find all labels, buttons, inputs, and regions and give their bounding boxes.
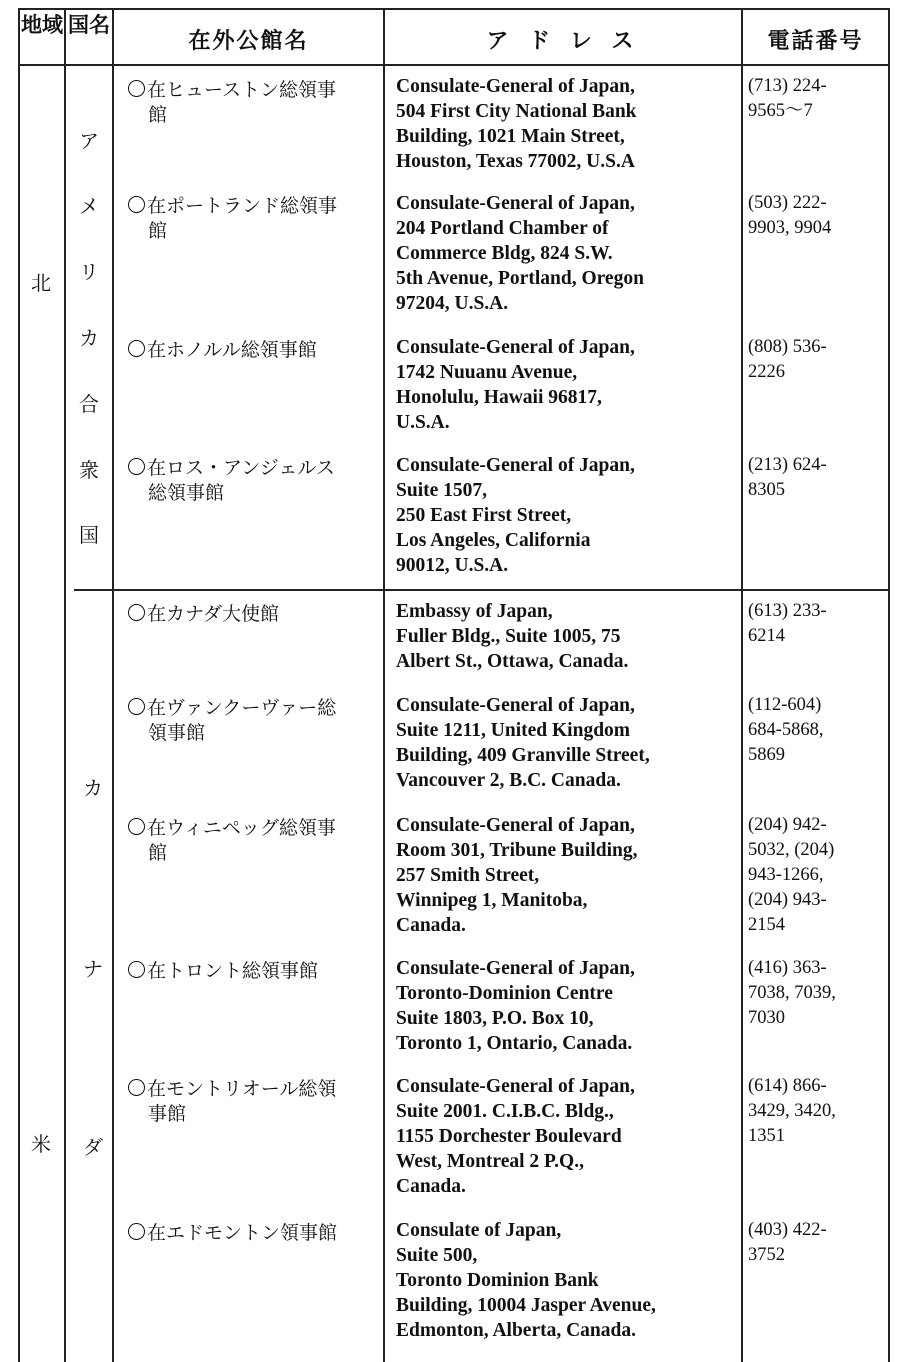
- mission-name-line2: 事館: [148, 1103, 187, 1125]
- mission-name-line2: 領事館: [148, 722, 206, 744]
- mission-name-line1: 在ウィニペッグ総領事: [147, 817, 336, 839]
- country-usa-char: 国: [79, 523, 99, 547]
- country-usa-char: 合: [79, 392, 99, 416]
- mission-address: Consulate of Japan, Suite 500, Toronto Dominion Bank Building, 10004 Jasper Avenue, Edmonton, Alberta, Canada.: [396, 1220, 656, 1341]
- header-bottom-border: [18, 64, 890, 66]
- name-address-divider: [383, 8, 385, 1362]
- mission-name: [128, 338, 378, 363]
- circle-marker-icon: [128, 961, 145, 978]
- mission-address: Consulate-General of Japan, Toronto-Dominion Centre Suite 1803, P.O. Box 10, Toronto 1, Ontario, Canada.: [396, 958, 635, 1054]
- country-column-divider: [112, 8, 114, 1362]
- mission-phone: (613) 233- 6214: [748, 601, 827, 646]
- country-canada-char: ナ: [83, 957, 103, 981]
- mission-phone: (416) 363- 7038, 7039, 7030: [748, 958, 836, 1028]
- country-canada-char: カ: [83, 776, 103, 800]
- mission-address: Consulate-General of Japan, Suite 1507, 250 East First Street, Los Angeles, California 90012, U.S.A.: [396, 455, 635, 576]
- mission-name: [128, 1221, 378, 1246]
- mission-name-line2: 館: [148, 842, 168, 864]
- mission-name-line1: 在トロント総領事館: [147, 960, 319, 982]
- mission-address: Consulate-General of Japan, 504 First City National Bank Building, 1021 Main Street, Houston, Texas 77002, U.S.A: [396, 76, 637, 172]
- header-country: 国名: [68, 13, 110, 37]
- country-usa-char: カ: [79, 326, 99, 350]
- usa-canada-divider: [74, 589, 890, 591]
- mission-name: [128, 696, 378, 746]
- mission-name-line1: 在ポートランド総領事: [147, 195, 338, 217]
- table-top-border: [18, 8, 890, 10]
- mission-name: [128, 78, 378, 128]
- mission-phone: (808) 536- 2226: [748, 337, 827, 382]
- mission-name: [128, 456, 378, 506]
- mission-phone: (403) 422- 3752: [748, 1220, 827, 1265]
- mission-name-line1: 在カナダ大使館: [147, 603, 280, 625]
- mission-name-line1: 在ロス・アンジェルス: [147, 457, 335, 479]
- table-left-border: [18, 8, 20, 1362]
- mission-phone: (213) 624- 8305: [748, 455, 827, 500]
- mission-phone: (112-604) 684-5868, 5869: [748, 695, 824, 765]
- circle-marker-icon: [128, 340, 145, 357]
- mission-address: Consulate-General of Japan, 204 Portland Chamber of Commerce Bldg, 824 S.W. 5th Avenue, Portland, Oregon 97204, U.S.A.: [396, 193, 644, 314]
- mission-name-line1: 在エドモントン領事館: [147, 1222, 338, 1244]
- country-usa-char: リ: [79, 260, 99, 284]
- mission-name-line2: 館: [148, 220, 168, 242]
- address-phone-divider: [741, 8, 743, 1362]
- table-right-border: [888, 8, 890, 1362]
- mission-phone: (614) 866- 3429, 3420, 1351: [748, 1076, 836, 1146]
- country-usa-char: ア: [79, 129, 99, 153]
- country-canada-char: ダ: [83, 1135, 103, 1159]
- mission-phone: (503) 222- 9903, 9904: [748, 193, 832, 238]
- header-address: ア ド レ ス: [486, 29, 640, 54]
- mission-name-line2: 総領事館: [148, 482, 225, 504]
- mission-address: Consulate-General of Japan, Room 301, Tribune Building, 257 Smith Street, Winnipeg 1, Manitoba, Canada.: [396, 815, 638, 936]
- header-phone: 電話番号: [767, 29, 864, 54]
- mission-name-line1: 在ヴァンクーヴァー総: [147, 697, 337, 719]
- header-mission-name: 在外公館名: [188, 29, 309, 54]
- country-usa-char: 衆: [79, 458, 99, 482]
- region-label-top: 北: [31, 271, 51, 295]
- circle-marker-icon: [128, 458, 145, 475]
- mission-name-line1: 在ヒューストン総領事: [147, 79, 337, 101]
- mission-name: [128, 959, 378, 984]
- mission-phone: (713) 224- 9565〜7: [748, 76, 827, 121]
- circle-marker-icon: [128, 604, 145, 621]
- mission-phone: (204) 942- 5032, (204) 943-1266, (204) 943- 2154: [748, 815, 835, 935]
- mission-name: [128, 602, 378, 627]
- mission-name-line1: 在ホノルル総領事館: [147, 339, 317, 361]
- circle-marker-icon: [128, 1223, 145, 1240]
- circle-marker-icon: [128, 698, 145, 715]
- circle-marker-icon: [128, 196, 145, 213]
- mission-address: Consulate-General of Japan, 1742 Nuuanu Avenue, Honolulu, Hawaii 96817, U.S.A.: [396, 337, 635, 433]
- mission-name: [128, 816, 378, 866]
- header-region: 地域: [21, 13, 63, 37]
- circle-marker-icon: [128, 818, 145, 835]
- region-column-divider: [64, 8, 66, 1362]
- mission-address: Embassy of Japan, Fuller Bldg., Suite 1005, 75 Albert St., Ottawa, Canada.: [396, 601, 629, 672]
- mission-name: [128, 194, 378, 244]
- mission-address: Consulate-General of Japan, Suite 2001. C.I.B.C. Bldg., 1155 Dorchester Boulevard West, Montreal 2 P.Q., Canada.: [396, 1076, 635, 1197]
- circle-marker-icon: [128, 80, 145, 97]
- mission-name-line2: 館: [148, 104, 168, 126]
- region-label-bottom: 米: [31, 1132, 51, 1156]
- country-usa-char: メ: [79, 194, 99, 218]
- circle-marker-icon: [128, 1079, 145, 1096]
- mission-address: Consulate-General of Japan, Suite 1211, United Kingdom Building, 409 Granville Street, Vancouver 2, B.C. Canada.: [396, 695, 650, 791]
- mission-name: [128, 1077, 378, 1127]
- mission-name-line1: 在モントリオール総領: [147, 1078, 337, 1100]
